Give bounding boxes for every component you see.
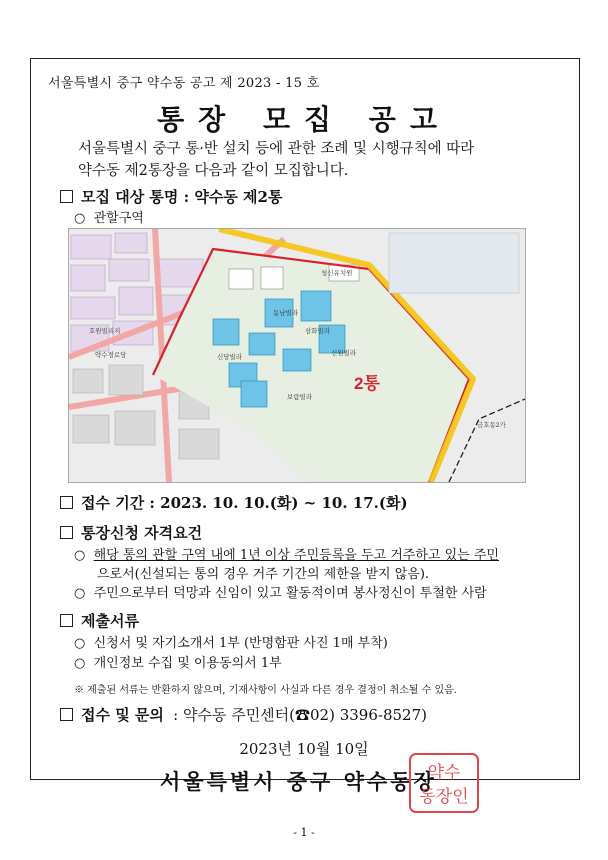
contact-heading: 접수 및 문의 <box>81 706 164 724</box>
intro-line-2: 약수동 제2통장을 다음과 같이 모집합니다. <box>78 163 349 179</box>
map-label: 삼화빌라 <box>305 328 331 335</box>
contact-section <box>60 704 427 725</box>
signature: 서울특별시 중구 약수동장 <box>160 769 437 794</box>
documents-note: ※ 제출된 서류는 반환하지 않으며, 기재사항이 사실과 다른 경우 결정이 취소될 수 있음. <box>74 685 457 696</box>
documents-section <box>60 610 139 631</box>
qualification-heading: 통장신청 자격요건 <box>81 524 203 542</box>
checkbox-icon <box>60 708 73 721</box>
map-label: 신당빌라 <box>217 354 243 361</box>
bullet-icon: ○ <box>74 586 86 601</box>
svg-text:동장인: 동장인 <box>419 787 469 807</box>
qualification-section <box>60 522 202 543</box>
map-label: 금호동2가 <box>477 422 506 429</box>
map-label: 신원빌라 <box>331 350 357 357</box>
page-title: 통장 모집 공고 <box>157 103 451 136</box>
recruit-section <box>60 186 282 207</box>
bullet-icon: ○ <box>74 211 86 226</box>
qualification-item-1-continued: 으로서(신설되는 통의 경우 거주 기간의 제한을 받지 않음). <box>97 567 430 582</box>
qualification-item-2: ○ 주민으로부터 덕망과 신임이 있고 활동적이며 봉사정신이 투철한 사람 <box>74 586 487 601</box>
contact-value: : 약수동 주민센터(☎02) 3396-8527) <box>173 706 427 724</box>
official-seal-stamp <box>408 752 480 814</box>
recruit-sub-item: ○ 관할구역 <box>74 211 144 226</box>
map-label: 동남빌라 <box>273 310 299 317</box>
announcement-number: 서울특별시 중구 약수동 공고 제 2023 - 15 호 <box>48 76 320 91</box>
district-map <box>68 228 526 483</box>
bullet-icon: ○ <box>74 656 86 671</box>
intro-line-1: 서울특별시 중구 통·반 설치 등에 관한 조례 및 시행규칙에 따라 <box>78 141 475 157</box>
period-section <box>60 492 408 513</box>
svg-text:약수: 약수 <box>427 763 461 783</box>
document-item: ○ 개인정보 수집 및 이용동의서 1부 <box>74 656 282 671</box>
checkbox-icon <box>60 496 73 509</box>
map-area-label: 2통 <box>354 374 380 393</box>
map-label: 청신유치원 <box>321 270 353 277</box>
map-label: 약수경로당 <box>95 352 127 359</box>
map-label: 호원빌리지 <box>89 328 121 335</box>
map-label: 보람빌라 <box>287 394 313 401</box>
checkbox-icon <box>60 190 73 203</box>
recruit-heading: 모집 대상 통명 : 약수동 제2통 <box>81 188 283 206</box>
document-item: ○ 신청서 및 자기소개서 1부 (반명함판 사진 1매 부착) <box>74 636 388 651</box>
notice-date: 2023년 10월 10일 <box>239 740 369 758</box>
checkbox-icon <box>60 526 73 539</box>
checkbox-icon <box>60 614 73 627</box>
bullet-icon: ○ <box>74 636 86 651</box>
qualification-item-1: ○ 해당 통의 관할 구역 내에 1년 이상 주민등록을 두고 거주하고 있는 주민 <box>74 548 499 563</box>
documents-heading: 제출서류 <box>81 612 139 630</box>
bullet-icon: ○ <box>74 548 86 563</box>
period-heading: 접수 기간 : 2023. 10. 10.(화) ~ 10. 17.(화) <box>81 494 408 512</box>
intro-paragraph <box>78 138 558 182</box>
page-number: - 1 - <box>293 826 315 839</box>
